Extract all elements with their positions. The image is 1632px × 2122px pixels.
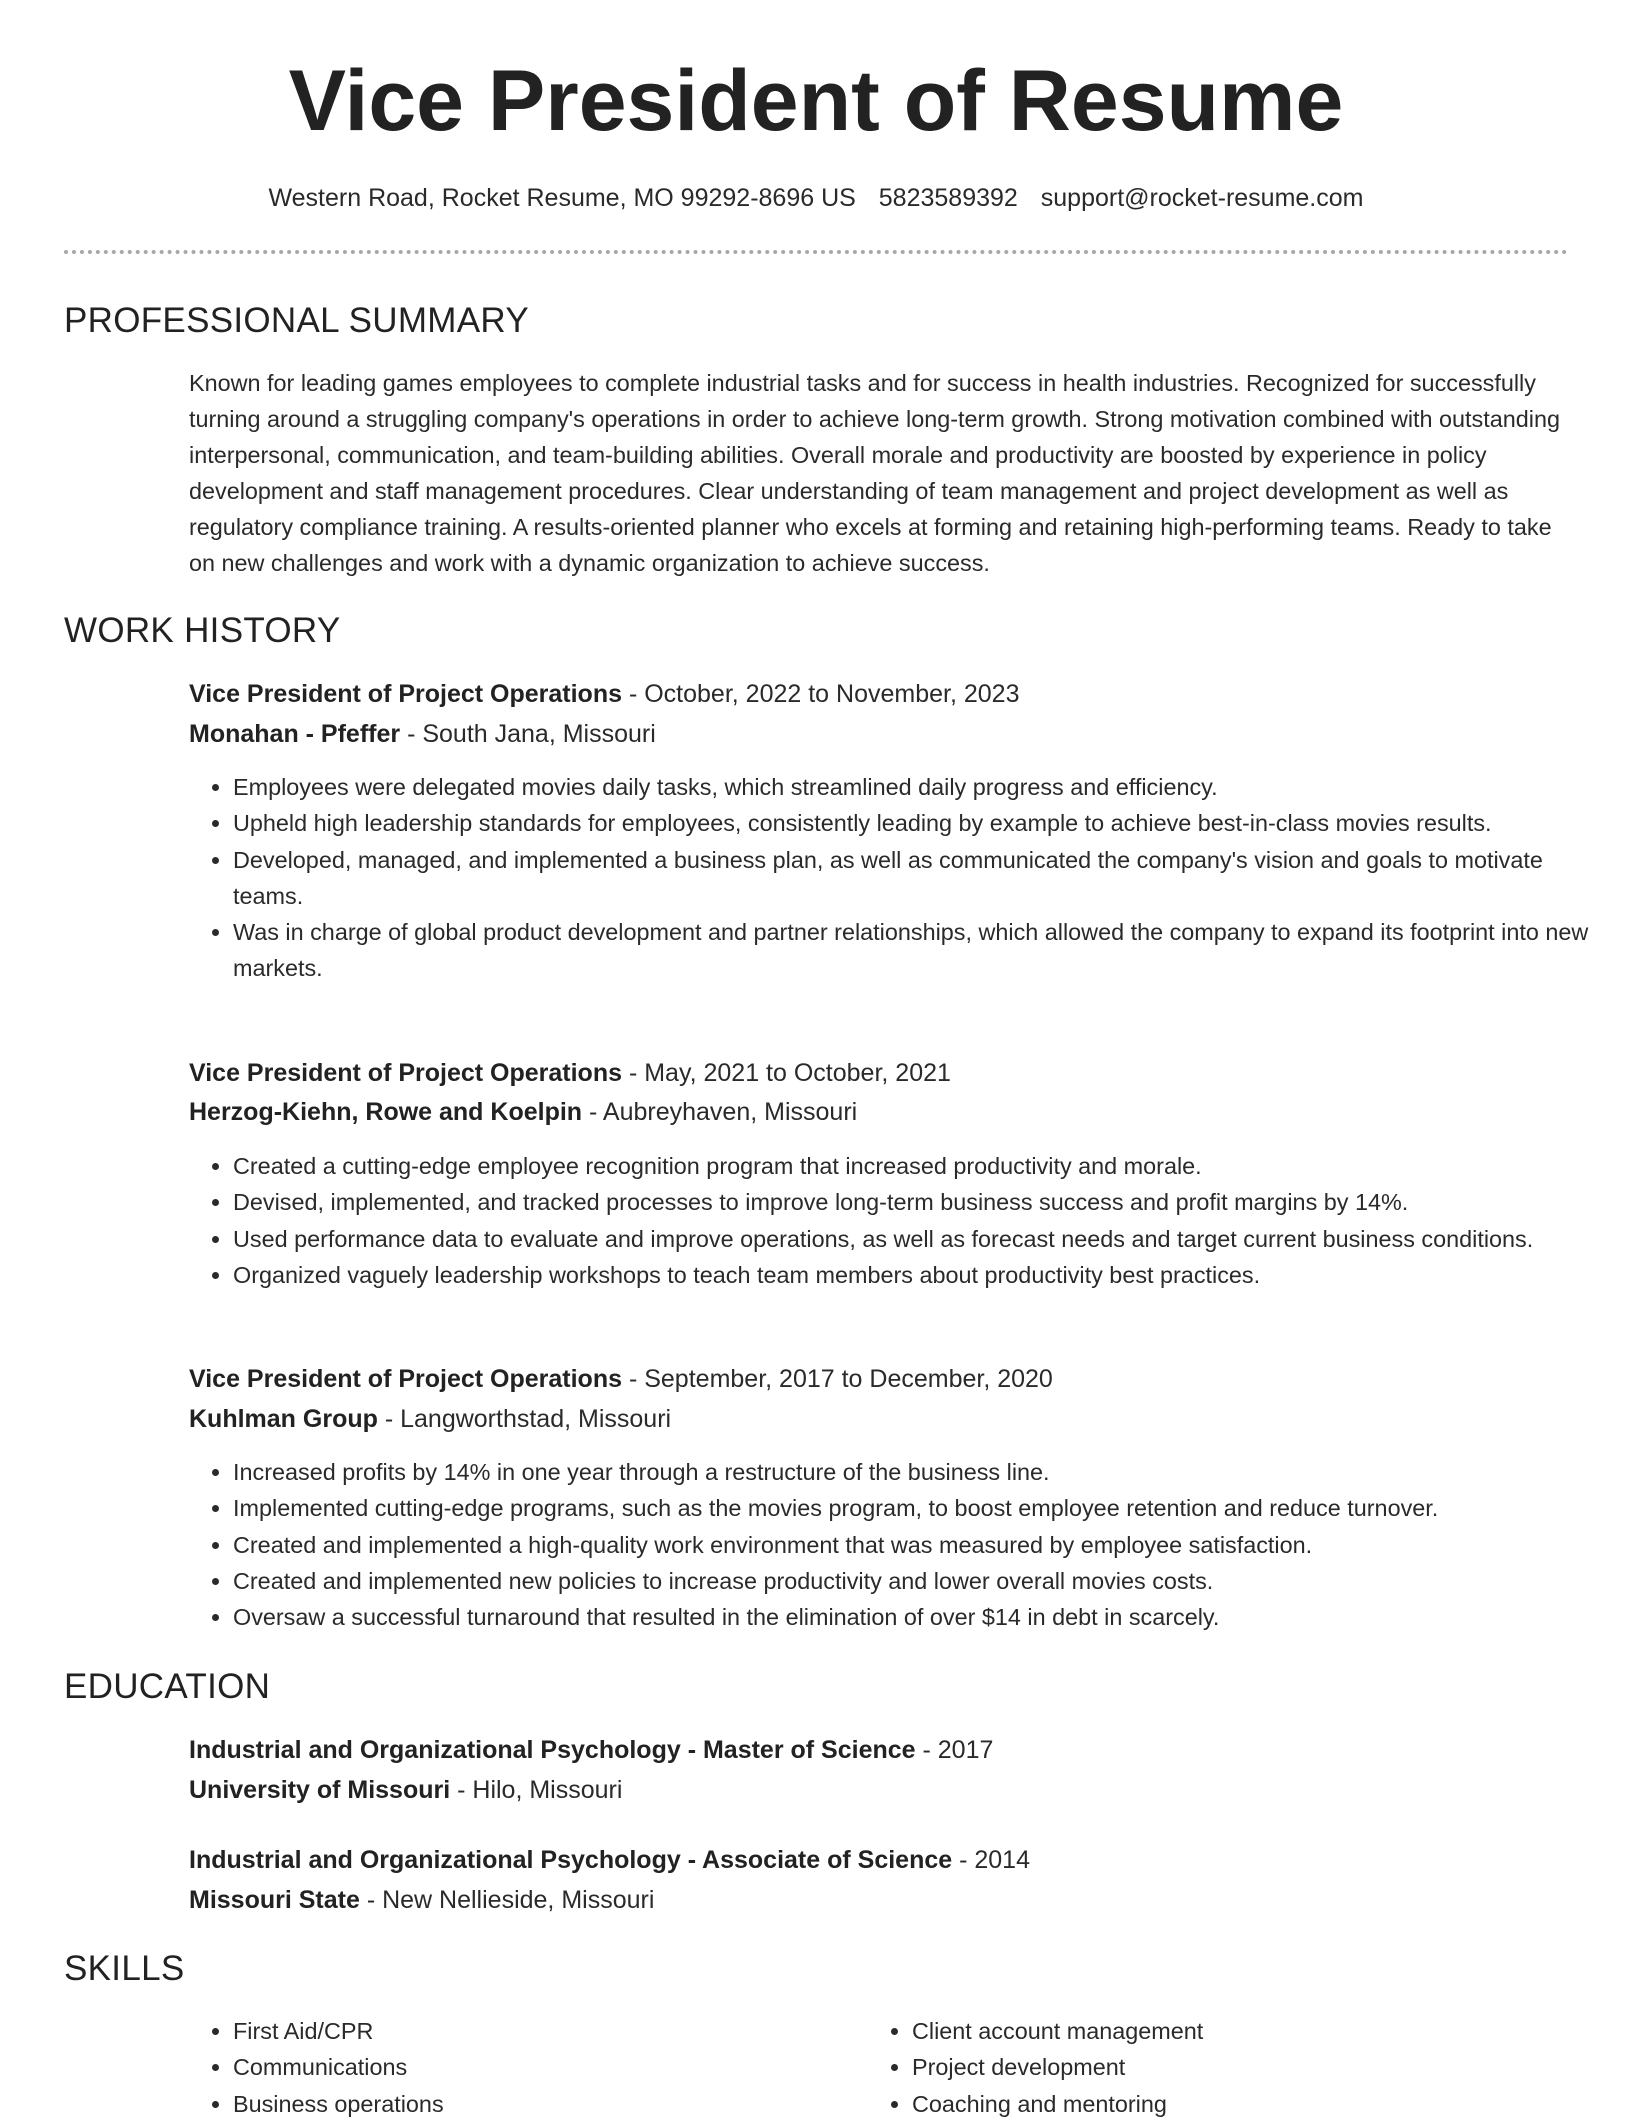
list-item: • Implemented cutting-edge programs, such as the movies program, to boost employee retention and reduce turnover. <box>233 1490 1593 1526</box>
list-item: • Employees were delegated movies daily tasks, which streamlined daily progress and efficiency. <box>233 769 1593 805</box>
list-item: • Oversaw a successful turnaround that resulted in the elimination of over $14 in debt in scarcely. <box>233 1599 1593 1635</box>
education-year: - 2017 <box>915 1736 994 1764</box>
education-degree: Industrial and Organizational Psychology - Master of Science <box>189 1736 916 1764</box>
list-item: • Upheld high leadership standards for employees, consistently leading by example to achieve best-in-class movies results. <box>233 805 1593 841</box>
job-bullets <box>189 769 1593 987</box>
list-item: • Developed, managed, and implemented a business plan, as well as communicated the company's vision and goals to motivate teams. <box>233 842 1593 915</box>
list-item: • Created a cutting-edge employee recognition program that increased productivity and morale. <box>233 1148 1593 1184</box>
list-item: • Client account management <box>912 2013 1532 2049</box>
job-dates: - May, 2021 to October, 2021 <box>622 1059 951 1087</box>
list-item: • Created and implemented a high-quality work environment that was measured by employee satisfaction. <box>233 1527 1593 1563</box>
job-company: Kuhlman Group <box>189 1405 378 1433</box>
job-dates: - September, 2017 to December, 2020 <box>622 1365 1053 1393</box>
education-school: Missouri State <box>189 1886 360 1914</box>
job-location: - South Jana, Missouri <box>400 720 656 748</box>
education-location: - New Nellieside, Missouri <box>359 1886 655 1914</box>
job-dates: - October, 2022 to November, 2023 <box>622 680 1020 708</box>
job-company-line <box>189 1403 671 1436</box>
job-role: Vice President of Project Operations <box>189 1365 623 1393</box>
job-title-line <box>189 1057 951 1090</box>
skills-list-right <box>868 2013 1532 2122</box>
job-title-line <box>189 678 1019 711</box>
list-item: • Created and implemented new policies to increase productivity and lower overall movies costs. <box>233 1563 1593 1599</box>
contact-phone: 5823589392 <box>878 184 1018 212</box>
education-degree-line <box>189 1734 993 1767</box>
list-item: • Coaching and mentoring <box>912 2086 1532 2122</box>
job-title-line <box>189 1363 1053 1396</box>
education-degree-line <box>189 1844 1030 1877</box>
list-item: • Communications <box>233 2049 853 2085</box>
contact-address: Western Road, Rocket Resume, MO 99292-8696 US <box>268 184 856 212</box>
job-company-line <box>189 1096 857 1129</box>
job-company-line <box>189 718 656 751</box>
header-divider <box>64 250 1568 254</box>
job-location: - Aubreyhaven, Missouri <box>582 1098 858 1126</box>
summary-heading: PROFESSIONAL SUMMARY <box>64 301 529 340</box>
education-school-line <box>189 1884 654 1917</box>
job-bullets <box>189 1148 1593 1293</box>
job-company: Monahan - Pfeffer <box>189 720 401 748</box>
job-role: Vice President of Project Operations <box>189 680 623 708</box>
skills-heading: SKILLS <box>64 1949 185 1988</box>
list-item: • Project development <box>912 2049 1532 2085</box>
list-item: • Organized vaguely leadership workshops to teach team members about productivity best practices. <box>233 1257 1593 1293</box>
job-role: Vice President of Project Operations <box>189 1059 623 1087</box>
contact-email: support@rocket-resume.com <box>1040 184 1364 212</box>
list-item: • First Aid/CPR <box>233 2013 853 2049</box>
education-degree: Industrial and Organizational Psychology - Associate of Science <box>189 1846 953 1874</box>
list-item: • Increased profits by 14% in one year through a restructure of the business line. <box>233 1454 1593 1490</box>
list-item: • Business operations <box>233 2086 853 2122</box>
education-location: - Hilo, Missouri <box>450 1776 623 1804</box>
skills-list-left <box>189 2013 853 2122</box>
education-year: - 2014 <box>952 1846 1030 1874</box>
job-bullets <box>189 1454 1593 1635</box>
contact-line <box>0 182 1632 215</box>
summary-text: Known for leading games employees to complete industrial tasks and for success in health industries. Recognized for successfully turning around a struggling company's operations in order to achieve long-term growth. Strong motivation combined with outstanding interpersonal, communication, and team-building abilities. Overall morale and productivity are boosted by experience in policy development and staff management procedures. Clear understanding of team management and project development as well as regulatory compliance training. A results-oriented planner who excels at forming and retaining high-performing teams. Ready to take on new challenges and work with a dynamic organization to achieve success. <box>189 370 1560 576</box>
job-location: - Langworthstad, Missouri <box>377 1405 672 1433</box>
education-school-line <box>189 1774 622 1807</box>
list-item: • Was in charge of global product development and partner relationships, which allowed the company to expand its footprint into new markets. <box>233 914 1593 987</box>
education-heading: EDUCATION <box>64 1667 271 1706</box>
work-history-heading: WORK HISTORY <box>64 611 341 650</box>
education-school: University of Missouri <box>189 1776 451 1804</box>
list-item: • Used performance data to evaluate and improve operations, as well as forecast needs and target current business conditions. <box>233 1221 1593 1257</box>
list-item: • Devised, implemented, and tracked processes to improve long-term business success and profit margins by 14%. <box>233 1184 1593 1220</box>
job-company: Herzog-Kiehn, Rowe and Koelpin <box>189 1098 583 1126</box>
resume-name: Vice President of Resume <box>288 53 1344 149</box>
